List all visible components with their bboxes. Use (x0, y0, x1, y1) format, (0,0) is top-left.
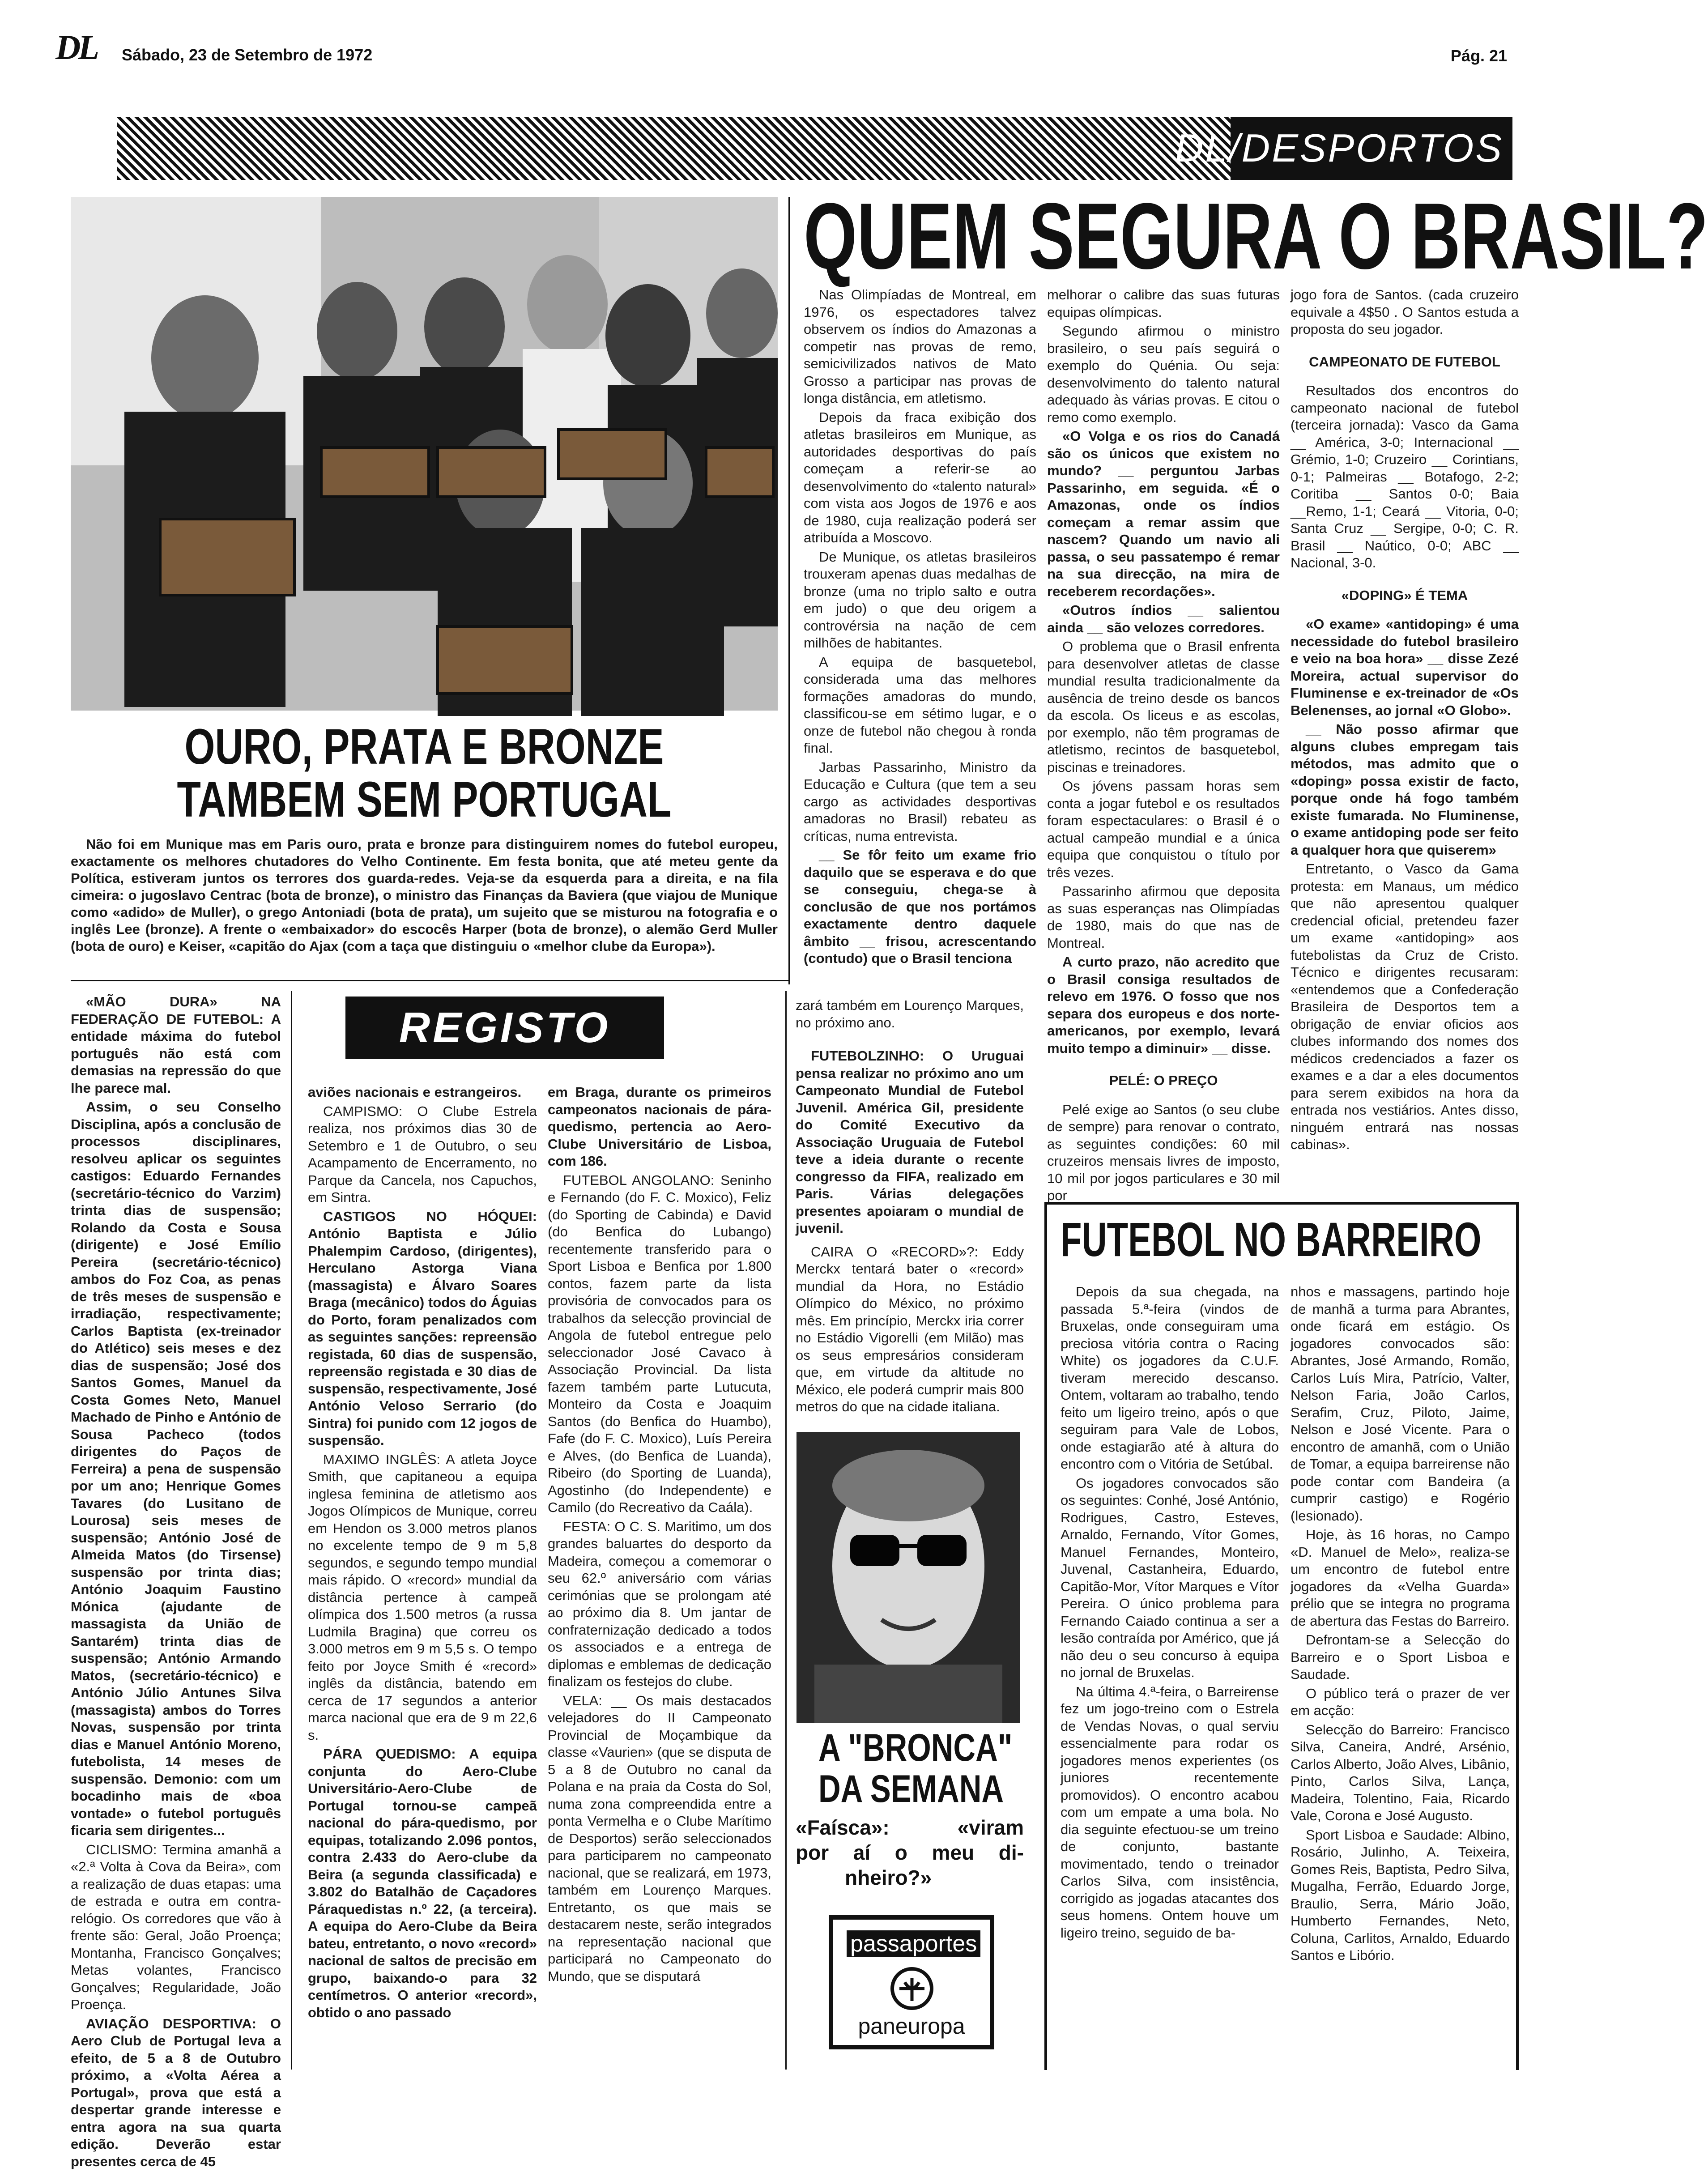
pele-subhead: PELÉ: O PREÇO (1109, 1073, 1218, 1088)
portrait-figure (796, 1432, 1020, 1723)
mao-dura-column: «MÃO DURA» NA FEDERAÇÃO DE FUTEBOL: A entidade máxima do futebol português não está com demasias na repressão do que lhe parece mal. Assim, o seu Conselho Disciplina, após a conclusão de processos disciplinares, resolveu aplicar os seguintes castigos: Eduardo Fernandes (secretário-técnico do Varzim) trinta dias de suspensão; Rolando da Costa e Sousa (dirigente) e José Emílio Pereira (secretário-técnico) ambos do Foz Coa, as penas de três meses de suspensão e irradiação, respectivamente; Carlos Baptista (ex-treinador do Atlético) seis meses e dez dias de suspensão; José dos Santos Gomes, Manuel da Costa Gomes Neto, Manuel Machado de Pinho e António de Sousa Pacheco (todos dirigentes do Paços de Ferreira) a pena de suspensão por um ano; Henrique Gomes Tavares (do Lusitano de Lourosa) seis meses de suspensão; António José de Almeida Matos (do Tirsense) suspensão por trinta dias; António Joaquim Faustino Mónica (ajudante de massagista da União de Santarém) trinta dias de suspensão; António Armando Matos, (secretário-técnico) e António Júlio Antunes Silva (massagista) ambos do Torres Novas, suspensão por trinta dias e Manuel António Moreno, futebolista, 14 meses de suspensão. Demonio: com um bocadinho mais de «boa vontade» o futebol português ficaria sem dirigentes... CICLISMO: Termina amanhã a «2.ª Volta à Cova da Beira», com a realização de duas etapas: uma de estrada e outra em contra-relógio. Os corredores que vão à frente são: Geral, João Proença; Montanha, Francisco Gonçalves; Metas volantes, Francisco Gonçalves; Regularidade, João Proença. AVIAÇÃO DESPORTIVA: O Aero Club de Portugal leva a efeito, de 5 a 8 de Outubro próximo, a «Volta Aérea a Portugal», prova que está a despertar grande interesse e entra agora na sua quarta edição. Deverão estar presentes cerca de 45 (71, 994, 281, 2169)
paneuropa-logo-icon (890, 1966, 934, 2011)
section-title: DL/DESPORTOS (1175, 126, 1504, 170)
newspaper-logo: DL (55, 28, 97, 67)
bronca-title-2: DA SEMANA (818, 1767, 1004, 1810)
registo-col-1: aviões nacionais e estrangeiros. CAMPISMO: O Clube Estrela realiza, nos próximos dias 30 de Setembro e 1 de Outubro, o seu Acampamento de Encerramento, no Parque da Cancela, nos Capuchos, em Sintra. CASTIGOS NO HÓQUEI: António Baptista e Júlio Phalempim Cardoso, (dirigentes), Herculano Astorga Viana (massagista) e Álvaro Soares Braga (mecânico) todos do Águias do Porto, foram penalizados com as seguintes sanções: repreensão registada, 60 dias de suspensão, repreensão registada e 30 dias de suspensão, respectivamente, José António Veloso Serrario (do Sintra) foi punido com 12 jogos de suspensão. MAXIMO INGLÊS: A atleta Joyce Smith, que capitaneou a equipa inglesa feminina de atletismo aos Jogos Olímpicos de Munique, correu em Hendon os 3.000 metros planos no excelente tempo de 9 m 5,8 segundos, e segundo tempo mundial mais rápido. O «record» mundial da distância pertence à campeã olímpica dos 1.500 metros (a russa Ludmila Bragina) que correu os 3.000 metros em 9 m 5,5 s. O tempo feito por Joyce Smith é «record» inglês da distância, batendo em cerca de 17 segundos a anterior marca nacional que era de 9 m 22,6 s. PÁRA QUEDISMO: A equipa conjunta do Aero-Clube Universitário-Aero-Clube de Portugal tornou-se campeã nacional do pára-quedismo, por equipas, totalizando 2.096 pontos, contra 2.433 do Aero-clube da Beira (a segunda classificada) e 3.802 do Batalhão de Caçadores Páraquedistas n.º 22, (a terceira). A equipa do Aero-Clube da Beira bateu, entretanto, o novo «record» nacional de saltos de precisão em grupo, baixando-o para 32 centímetros. O anterior «record», obtido o ano passado (308, 1084, 537, 2020)
bronca-title-1: A "BRONCA" (818, 1726, 1013, 1769)
column-rule (291, 991, 292, 2070)
group-photo (71, 197, 778, 711)
registo-col-3: zará também em Lourenço Marques, no próximo ano. FUTEBOLZINHO: O Uruguai pensa realizar no próximo ano um Campeonato Mundial de Futebol Juvenil. América Gil, presidente do Comité Executivo da Associação Uruguaia de Futebol teve a ideia durante o recente congresso da FIFA, realizado em Paris. Várias delegações presentes apoiaram o mundial de juvenil. CAIRA O «RECORD»?: Eddy Merckx tentará bater o «record» mundial da Hora, no Estádio Olímpico do México, no próximo mês. Em princípio, Merckx iria correr no Estádio Vigorelli (em Milão) mas os seus empresários consideram que, em virtude da altitude no México, ele poderá cumprir mais 800 metros do que na cidade italiana. (796, 997, 1024, 1414)
brasil-col-2: melhorar o calibre das suas futuras equipas olímpicas. Segundo afirmou o ministro brasileiro, o seu país seguirá o exemplo do Quénia. Ou seja: desenvolvimento do talento natural adequado às várias provas. E citou o remo como exemplo. «O Volga e os rios do Canadá são os únicos que existem no mundo? __ perguntou Jarbas Passarinho, em seguida. «É o Amazonas, onde os índios começam a remar assim que nascem? Quando um navio ali passa, o seu passatempo é remar na sua direcção, na mira de receberem recordações». «Outros índios __ salientou ainda __ são velozes corredores. O problema que o Brasil enfrenta para desenvolver atletas de classe mundial resulta tradicionalmente da ausência de treino desde os bancos da escola. Os liceus e as escolas, por exemplo, não têm programas de atletismo, recintos de basquetebol, piscinas e treinadores. Os jóvens passam horas sem conta a jogar futebol e os resultados foram espectaculares: o Brasil é o actual campeão mundial e a única equipa que conquistou o título por três vezes. Passarinho afirmou que deposita as suas esperanças nas Olimpíadas de 1980, mais do que nas de Montreal. A curto prazo, não acredito que o Brasil consiga resultados de relevo em 1976. O fosso que nos separa dos europeus e dos norte-americanos, por exemplo, levará muito tempo a diminuir» __ disse. PELÉ: O PREÇO Pelé exige ao Santos (o seu clube de sempre) para renovar o contrato, as seguintes condições: 60 mil cruzeiros mensais livres de imposto, 10 mil por jogos particulares e 30 mil por (1047, 287, 1280, 1203)
ad-paneuropa: paneuropa (858, 2014, 965, 2039)
paneuropa-ad (829, 1915, 994, 2049)
bronca-title (796, 1727, 1024, 1810)
page-header (45, 28, 1521, 68)
ad-passaportes: passaportes (847, 1930, 980, 1957)
bronca-photo (796, 1432, 1020, 1723)
headline-line-1: OURO, PRATA E BRONZE (184, 719, 664, 775)
brasil-col-1: Nas Olimpíadas de Montreal, em 1976, os espectadores talvez observem os índios do Amazonas a competir nas provas de remo, semicivilizados nativos de Mato Grosso a participar nas provas de longa distância, em atletismo. Depois da fraca exibição dos atletas brasileiros em Munique, as autoridades desportivas do país começam a referir-se ao desenvolvimento do «talento natural» com vista aos Jogos de 1976 e aos de 1980, cuja realização poderá ser atribuída a Moscovo. De Munique, os atletas brasileiros trouxeram apenas duas medalhas de bronze (uma no triplo salto e outra em judo) o que deu origem a controvérsia na nação de cem milhões de habitantes. A equipa de basquetebol, considerada uma das melhores formações amadoras do mundo, classificou-se em sétimo lugar, e o onze de futebol não chegou à ronda final. Jarbas Passarinho, Ministro da Educação e Cultura (que tem a seu cargo as actividades desportivas amadoras no Brasil) rebateu as críticas, numa entrevista. __ Se fôr feito um exame frio daquilo que se esperava e do que se conseguiu, chega-se à conclusão de que nos portámos exactamente dentro daquele âmbito __ frisou, acrescentando (contudo) que o Brasil tenciona (804, 287, 1036, 966)
barreiro-col-2: nhos e massagens, partindo hoje de manhã a turma para Abrantes, onde ficará em estágio. Os jogadores convocados são: Abrantes, José Armando, Romão, Carlos Luís Mira, Patrício, Valter, Nelson Faria, João Carlos, Serafim, Cruz, Piloto, Jaime, Nelson e José Vicente. Para o encontro de amanhã, com o União de Tomar, a equipa barreirense não pode contar com Bandeira (a cumprir castigo) e Rogério (lesionado). Hoje, às 16 horas, no Campo «D. Manuel de Melo», realiza-se um encontro de futebol entre jogadores da «Velha Guarda» prélio que se integra no programa de abertura das Festas do Barreiro. Defrontam-se a Selecção do Barreiro e o Sport Lisboa e Saudade. O público terá o prazer de ver em acção: Selecção do Barreiro: Francisco Silva, Caneira, André, Arsénio, Carlos Alberto, João Alves, Libânio, Pinto, Carlos Silva, Lança, Madeira, Tolentino, Faia, Ricardo Vale, Corona e José Augusto. Sport Lisboa e Saudade: Albino, Rosário, Julinho, A. Teixeira, Gomes Reis, Baptista, Pedro Silva, Mugalha, Ferrão, Eduardo Jorge, Braulio, Serra, Mário João, Humberto Fernandes, Neto, Coluna, Carlitos, Arnaldo, Eduardo Santos e Libório. (1291, 1284, 1510, 1963)
doping-subhead: «DOPING» É TEMA (1341, 587, 1468, 603)
column-rule (785, 991, 787, 2070)
column-rule (788, 197, 790, 984)
page-number: Pág. 21 (1450, 47, 1507, 65)
campeonato-subhead: CAMPEONATO DE FUTEBOL (1309, 353, 1500, 370)
photo-caption: Não foi em Munique mas em Paris ouro, prata e bronze para distinguirem nomes do futebol europeu, exactamente os melhores chutadores do Velho Continente. Em festa bonita, que até meteu gente da Política, estiveram juntos os terrores dos guarda-redes. Veja-se da esquerda para a direita, e na fila cimeira: o jugoslavo Centrac (bota de bronze), o ministro das Finanças da Baviera (que viajou de Munique como «adido» de Muller), o grego Antoniadi (bota de prata), um sujeito que se misturou na fotografia e o inglês Lee (bronze). A frente o «embaixador» do escocês Harper (bota de bronze), o alemão Gerd Muller (bota de ouro) e Keiser, «capitão do Ajax (com a taça que distinguiu o «melhor clube da Europa»). (71, 836, 778, 954)
brasil-col-3: jogo fora de Santos. (cada cruzeiro equivale a 4$50 . O Santos estuda a proposta do seu jogador. CAMPEONATO DE FUTEBOL Resultados dos encontros do campeonato nacional de futebol (terceira jornada): Vasco da Gama __ América, 3-0; Internacional __ Grémio, 1-0; Cruzeiro __ Corintians, 0-1; Palmeiras __ Botafogo, 2-2; Coritiba __ Santos 0-0; Baia __Remo, 1-1; Ceará __ Vitoria, 0-0; Santa Cruz __ Sergipe, 0-0; C. R. Brasil __ Naútico, 0-0; ABC __ Nacional, 3-0. «DOPING» É TEMA «O exame» «antidoping» é uma necessidade do futebol brasileiro e veio na boa hora» __ disse Zezé Moreira, actual supervisor do Fluminense e ex-treinador de «Os Belenenses, ao jornal «O Globo». __ Não posso afirmar que alguns clubes empregam tais métodos, mas admito que o «doping» possa existir de facto, porque onde há fogo também existe fumarada. No Fluminense, o exame antidoping pode ser feito a qualquer hora que quiserem» Entretanto, o Vasco da Gama protesta: em Manaus, um médico que não apresentou qualquer credencial oficial, pretendeu fazer um exame «antidoping» aos futebolistas da Cruz de Cristo. Técnico e dirigentes recusaram: «entendemos que a Confederação Brasileira de Desportos tem a obrigação de enviar oficios aos clubes informando dos nomes dos médicos credenciados a fazer os exames e a dar a eles documentos para serem exibidos na hora da entrada nos vestiários. Antes disso, ninguém entrará nas nossas cabinas». (1291, 287, 1519, 1152)
barreiro-col-1: Depois da sua chegada, na passada 5.ª-feira (vindos de Bruxelas, onde conseguiram uma preciosa vitória contra o Racing White) os jogadores da C.U.F. tiveram merecido descanso. Ontem, voltaram ao trabalho, tendo feito um ligeiro treino, após o que seguiram para Vale de Lobos, onde estagiarão até à altura do encontro com o Vitória de Setúbal. Os jogadores convocados são os seguintes: Conhé, José António, Rodrigues, Castro, Esteves, Arnaldo, Fernando, Vítor Gomes, Manuel Fernandes, Monteiro, Juvenal, Castanheira, Eduardo, Capitão-Mor, Vítor Marques e Vítor Pereira. O único problema para Fernando Caiado continua a ser a lesão contraída por Américo, que já não deu o seu concurso à equipa no jornal de Bruxelas. Na última 4.ª-feira, o Barreirense fez um jogo-treino com o Estrela de Vendas Novas, o qual serviu essencialmente para rodar os jogadores menos experientes (os juniores recentemente promovidos). O encontro acabou com um empate a uma bola. No dia seguinte efectuou-se um treino de conjunto, bastante movimentado, tendo o treinador Carlos Silva, com insistência, corrigido as jogadas atacantes dos seus homens. Ontem houve um ligeiro treino, seguido de ba- (1061, 1284, 1279, 1941)
issue-date: Sábado, 23 de Setembro de 1972 (122, 46, 373, 64)
section-divider (71, 980, 788, 981)
section-banner (117, 117, 1512, 180)
photo-figures (71, 197, 778, 711)
brasil-headline: QUEM SEGURA O BRASIL? (804, 183, 1708, 289)
bronca-quote: «Faísca»: «viram por aí o meu di- nheiro?» (796, 1816, 1024, 1889)
registo-title: REGISTO (399, 1004, 611, 1052)
registo-banner (345, 997, 664, 1059)
photo-story-headline (71, 720, 778, 826)
barreiro-headline: FUTEBOL NO BARREIRO (1061, 1212, 1482, 1266)
registo-col-2: em Braga, durante os primeiros campeonatos nacionais de pára-quedismo, pertencia ao Aero-Clube Universitário de Lisboa, com 186. FUTEBOL ANGOLANO: Seninho e Fernando (do F. C. Moxico), Feliz (do Sporting de Cabinda) e David (do Benfica do Lubango) recentemente transferido para o Sport Lisboa e Benfica por 1.800 contos, fazem parte da lista provisória de convocados para os trabalhos da selecção provincial de Angola de futebol entregue pelo seleccionador José Cavaco à Associação Provincial. Da lista fazem também parte Lutucuta, Monteiro da Costa e Joaquim Santos (do Benfica do Huambo), Fafe (do F. C. Moxico), Luís Pereira e Alves, (do Benfica de Luanda), Ribeiro (do Sporting de Luanda), Agostinho (do Independente) e Camilo (do Recreativo da Caála). FESTA: O C. S. Maritimo, um dos grandes baluartes do desporto da Madeira, começou a comemorar o seu 62.º aniversário com várias cerimónias que se prolongam até ao próximo dia 8. Um jantar de confraternização dedicado a todos os associados e a entrega de diplomas e emblemas de dedicação finalizam os festejos do clube. VELA: __ Os mais destacados velejadores do II Campeonato Provincial de Moçambique da classe «Vaurien» (que se disputa de 5 a 8 de Outubro no canal da Polana e na praia da Costa do Sol, numa zona compreendida entre a ponta Vermelha e o Clube Marítimo de Desportos) serão seleccionados para participarem no campeonato nacional, que se realizará, em 1973, também em Lourenço Marques. Entretanto, os que mais se destacarem neste, serão integrados na representação nacional que participará no Campeonato do Mundo, que se disputará (548, 1084, 771, 1984)
headline-line-2: TAMBEM SEM PORTUGAL (177, 771, 672, 827)
